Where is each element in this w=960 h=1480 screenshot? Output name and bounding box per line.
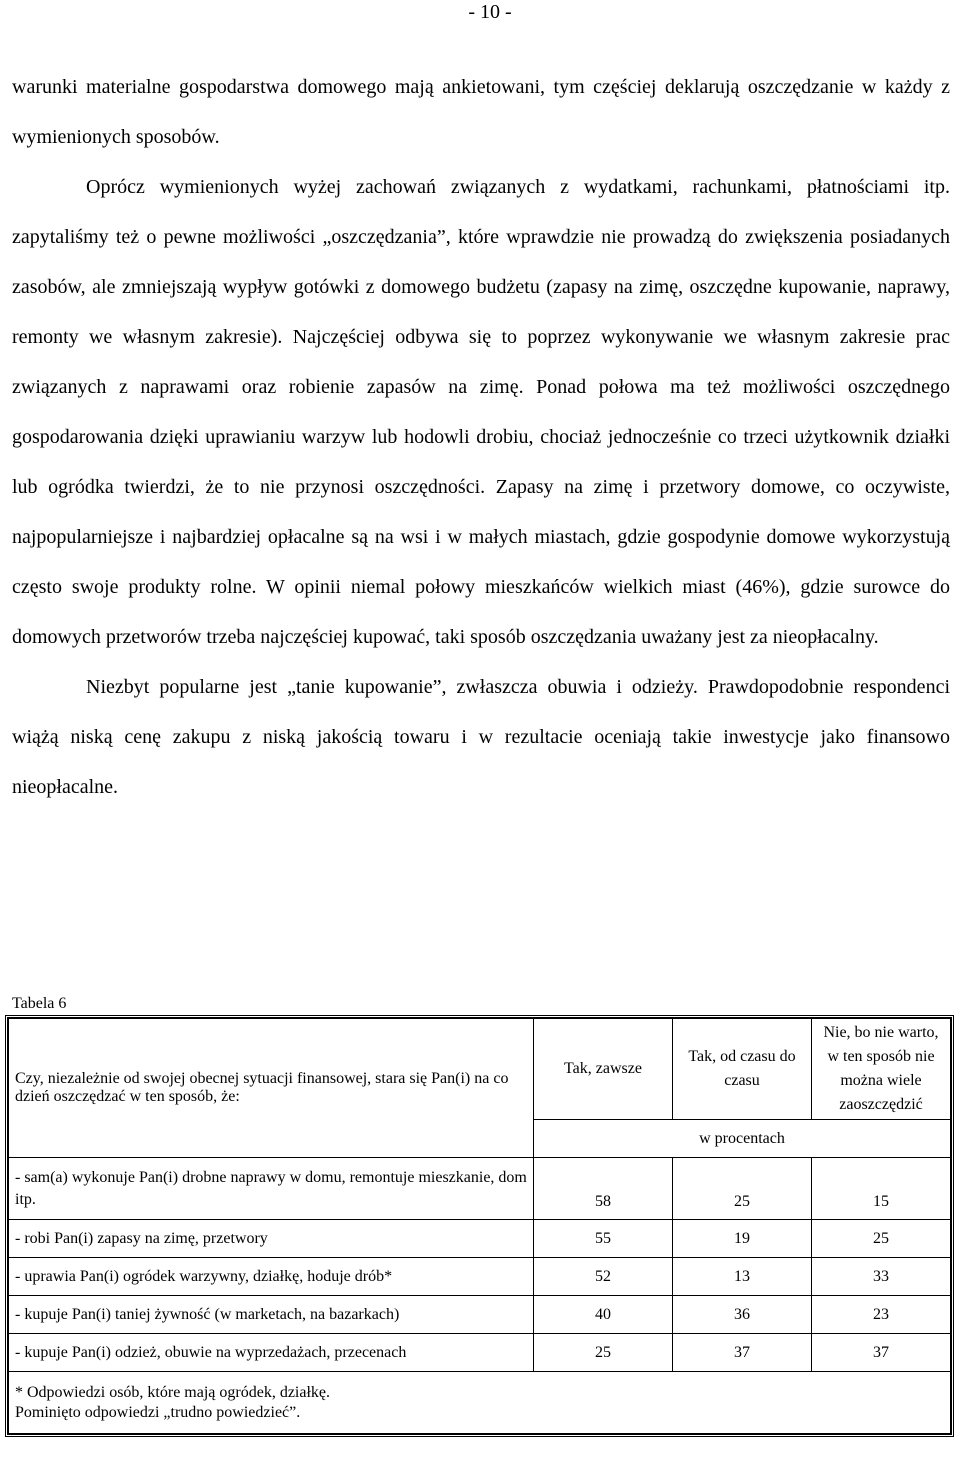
column-header-sometimes: Tak, od czasu do czasu bbox=[673, 1019, 812, 1120]
value-always: 52 bbox=[534, 1258, 673, 1296]
value-not-worth: 37 bbox=[812, 1334, 951, 1372]
table-footnote-row bbox=[9, 1372, 951, 1434]
page-number: - 10 - bbox=[468, 1, 512, 23]
value-sometimes: 19 bbox=[673, 1220, 812, 1258]
value-not-worth: 23 bbox=[812, 1296, 951, 1334]
paragraph-3: Niezbyt popularne jest „tanie kupowanie”, zwłaszcza obuwia i odzieży. Prawdopodobnie respondenci wiążą niską cenę zakupu z niską jakością towaru i w rezultacie oceniają takie inwestycje jako finansowo nieopłacalne. bbox=[12, 676, 950, 798]
table-row bbox=[9, 1158, 951, 1220]
value-always: 25 bbox=[534, 1334, 673, 1372]
column-header-always: Tak, zawsze bbox=[534, 1019, 673, 1120]
row-label: - kupuje Pan(i) taniej żywność (w marketach, na bazarkach) bbox=[9, 1296, 534, 1334]
footnote-omitted: Pominięto odpowiedzi „trudno powiedzieć”. bbox=[15, 1403, 301, 1421]
value-sometimes: 36 bbox=[673, 1296, 812, 1334]
column-header-not-worth: Nie, bo nie warto, w ten sposób nie można wiele zaoszczędzić bbox=[812, 1019, 951, 1120]
footnote-asterisk: * Odpowiedzi osób, które mają ogródek, działkę. bbox=[15, 1383, 331, 1401]
unit-label: w procentach bbox=[534, 1120, 951, 1158]
table-row bbox=[9, 1258, 951, 1296]
table-footnotes bbox=[9, 1372, 951, 1434]
paragraph-1: warunki materialne gospodarstwa domowego mają ankietowani, tym częściej deklarują oszczędzanie w każdy z wymienionych sposobów. bbox=[12, 76, 950, 148]
value-always: 40 bbox=[534, 1296, 673, 1334]
value-sometimes: 37 bbox=[673, 1334, 812, 1372]
table-row bbox=[9, 1220, 951, 1258]
value-always: 55 bbox=[534, 1220, 673, 1258]
paragraph-2: Oprócz wymienionych wyżej zachowań związanych z wydatkami, rachunkami, płatnościami itp. zapytaliśmy też o pewne możliwości „oszczędzania”, które wprawdzie nie prowadzą do zwiększenia posiadanych zasobów, ale zmniejszają wypływ gotówki z domowego budżetu (zapasy na zimę, oszczędne kupowanie, naprawy, remonty we własnym zakresie). Najczęściej odbywa się to poprzez wykonywanie we własnym zakresie prac związanych z naprawami oraz robienie zapasów na zimę. Ponad połowa ma też możliwości oszczędnego gospodarowania dzięki uprawianiu warzyw lub hodowli drobiu, chociaż jednocześnie co trzeci użytkownik działki lub ogródka twierdzi, że to nie przynosi oszczędności. Zapasy na zimę i przetwory domowe, co oczywiste, najpopularniejsze i najbardziej opłacalne są na wsi i w małych miastach, gdzie gospodynie domowe wykorzystują często swoje produkty rolne. W opinii niemal połowy mieszkańców wielkich miast (46%), gdzie surowce do domowych przetworów trzeba najczęściej kupować, taki sposób oszczędzania uważany jest za nieopłacalny. bbox=[12, 176, 950, 648]
value-sometimes: 25 bbox=[673, 1158, 812, 1220]
value-not-worth: 33 bbox=[812, 1258, 951, 1296]
table-header-row bbox=[9, 1019, 951, 1120]
survey-table bbox=[5, 1015, 954, 1437]
value-not-worth: 25 bbox=[812, 1220, 951, 1258]
value-always: 58 bbox=[534, 1158, 673, 1220]
row-label: - robi Pan(i) zapasy na zimę, przetwory bbox=[9, 1220, 534, 1258]
value-sometimes: 13 bbox=[673, 1258, 812, 1296]
table-row bbox=[9, 1296, 951, 1334]
value-not-worth: 15 bbox=[812, 1158, 951, 1220]
table-caption: Tabela 6 bbox=[12, 995, 67, 1012]
body-text bbox=[12, 62, 950, 812]
table-row bbox=[9, 1334, 951, 1372]
row-label: - sam(a) wykonuje Pan(i) drobne naprawy w domu, remontuje mieszkanie, dom itp. bbox=[9, 1158, 534, 1220]
row-label: - uprawia Pan(i) ogródek warzywny, działkę, hoduje drób* bbox=[9, 1258, 534, 1296]
question-cell: Czy, niezależnie od swojej obecnej sytuacji finansowej, stara się Pan(i) na co dzień oszczędzać w ten sposób, że: bbox=[9, 1019, 534, 1158]
row-label: - kupuje Pan(i) odzież, obuwie na wyprzedażach, przecenach bbox=[9, 1334, 534, 1372]
